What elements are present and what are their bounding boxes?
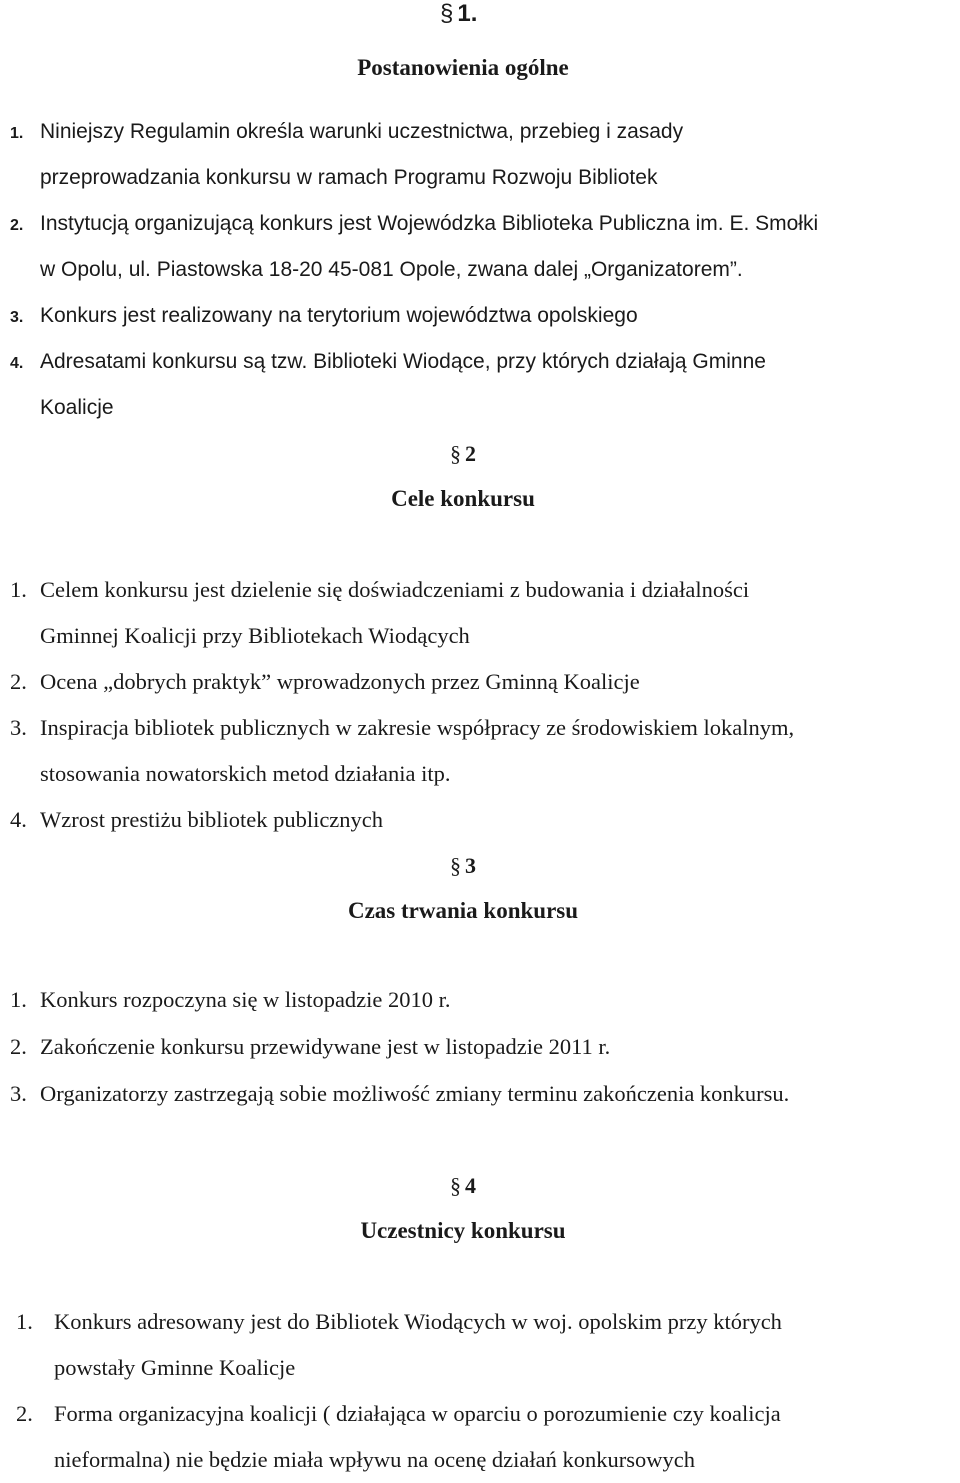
section-symbol: § (450, 853, 461, 878)
section-number: 3 (465, 853, 476, 878)
section-3-title: Czas trwania konkursu (347, 898, 579, 923)
section-2-heading (0, 440, 926, 468)
section-4-heading (0, 1172, 926, 1200)
section-number: 4 (465, 1173, 476, 1198)
section-symbol: § (450, 1173, 461, 1198)
section-2-title: Cele konkursu (391, 486, 535, 511)
document-page: § 1. Postanowienia ogólne 1. Niniejszy Regulamin określa warunki uczestnictwa, przebieg i zasady przeprowadzania konkursu w ramach Programu Rozwoju Bibliotek 2. Instytucją organizującą konkurs jest Wojewódzka Biblioteka Publiczna im. E. Smołki w Opolu, ul. Piastowska 18-20 45-081 Opole, zwana dalej „Organizatorem”. 3. Konkurs jest realizowany na terytorium województwa opolskiego 4. Adresatami konkursu są tzw. Biblioteki Wiodące, przy których działają Gminne Koalicje § 2 Cele konkursu 1. Celem konkursu jest dzielenie się doświadczeniami z budowania i działalności Gminnej Koalicji przy Bibliotekach Wiodących 2. Ocena „dobrych praktyk” wprowadzonych przez Gminną Koalicje 3. Inspiracja bibliotek publicznych w zakresie współpracy ze środowiskiem lokalnym, stosowania nowatorskich metod działania itp. 4. Wzrost prestiżu bibliotek publicznych § 3 Czas trwania konkursu 1. Konkurs rozpoczyna się w listopadzie 2010 r. 2. Zakończenie konkursu przewidywane jest w listopadzie 2011 r. 3. Organizatorzy zastrzegają sobie możliwość zmiany terminu zakończenia konkursu. § 4 Uczestnicy konkursu 1. Konkurs adresowany jest do Bibliotek Wiodących w woj. opolskim przy których powstały Gminne Koalicje 2. Forma organizacyjna koalicji ( działająca w oparciu o porozumienie czy koalicja nieformalna) nie będzie miała wpływu na ocenę działań konkursowych (0, 0, 960, 1478)
section-4-title: Uczestnicy konkursu (360, 1218, 566, 1243)
section-symbol: § (450, 441, 461, 466)
section-number: 2 (465, 441, 476, 466)
section-symbol: § (440, 0, 454, 27)
section-1-title: Postanowienia ogólne (357, 55, 569, 80)
section-number: 1. (457, 0, 478, 27)
section-3-heading (0, 852, 926, 880)
